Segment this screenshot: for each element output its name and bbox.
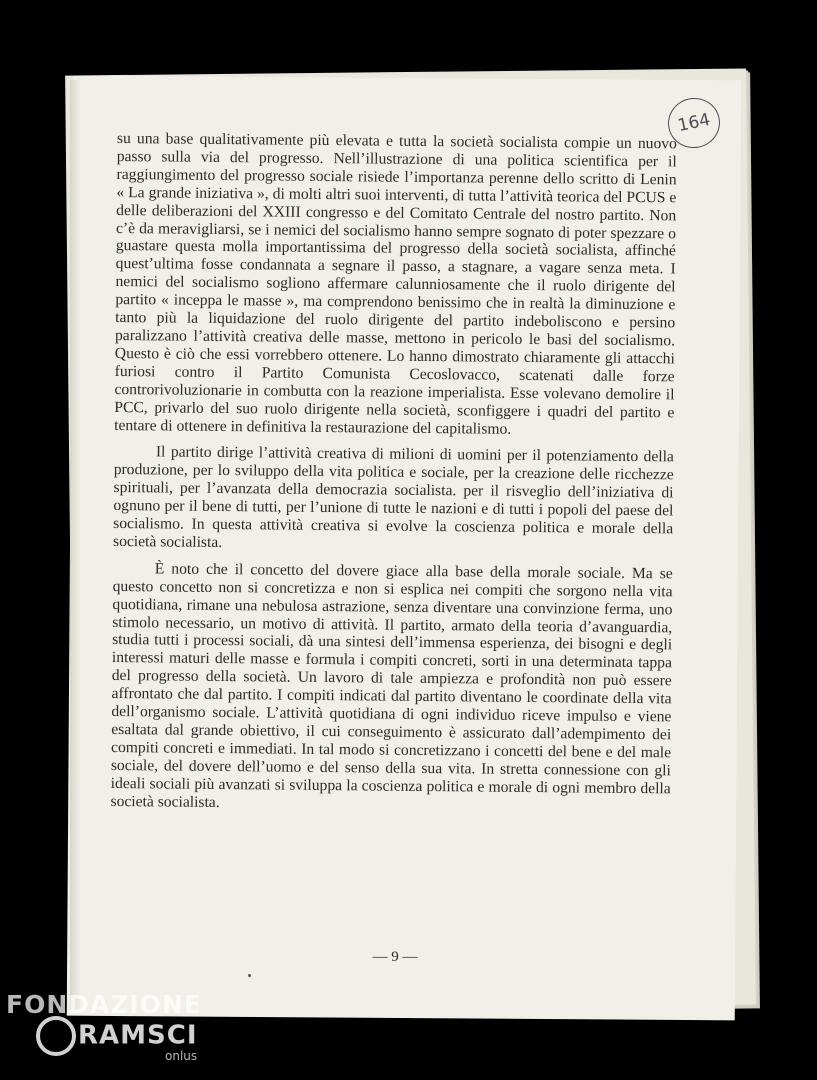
watermark-line-2: RAMSCI: [78, 1020, 198, 1051]
page-binding-edge: [70, 80, 80, 1010]
paragraph-2: Il partito dirige l’attività creativa di milioni di uomini per il potenziamento della produzione, per lo sviluppo della vita politica e sociale, per la creazione delle ricchezze spirituali, per l’avanzata della democrazia socialista. per il risveglio dell’iniziativa di ognuno per il bene di tutti, per l’unione di tutte le nazioni e di tutti i popoli del paese del socialismo. In questa attività creativa si evolve la coscienza politica e morale della società socialista.: [112, 443, 674, 551]
page-number: — 9 —: [372, 949, 418, 965]
paragraph-3: È noto che il concetto del dovere giace alla base della morale sociale. Ma se questo concetto non si concretizza e non si esplica nei compiti che sorgono nella vita quotidiana, rimane una nebulosa astrazione, senza diventare una convinzione ferma, uno stimolo necessario, un motivo di attività. Il partito, armato della teoria d’avanguardia, studia tutti i processi sociali, dà una sintesi dell’immensa esperienza, dei bisogni e degli interessi maturi delle masse e formula i compiti concreti, sorti in una determinata tappa del progresso della società. Un lavoro di tale ampiezza e profondità non può essere affrontato che dal partito. I compiti indicati dal partito diventano le coordinate della vita dell’organismo sociale. L’attività quotidiana di ogni individuo riceve impulso e viene esaltata dal grande obiettivo, il cui conseguimento è assicurato dall’adempimento dei compiti concreti e immediati. In tal modo si concretizzano i concetti del bene e del male sociale, del dovere dell’uomo e del senso della sua vita. In stretta connessione con gli ideali sociali più avanzati si sviluppa la coscienza politica e morale di ogni membro della società socialista.: [110, 560, 673, 811]
ink-speck: [248, 974, 251, 977]
paragraph-1: su una base qualitativamente più elevata e tutta la società socialista compie un nuovo passo sulla via del progresso. Nell’illustrazione di una politica scientifica per il raggiungimento del progresso sociale risiede l’importanza perenne dello scritto di Lenin « La grande iniziativa », di molti altri suoi interventi, di tutta l’attività teorica del PCUS e delle deliberazioni del XXIII congresso e del Comitato Centrale del nostro partito. Non c’è da meravigliarsi, se i nemici del socialismo hanno sempre sognato di poter spezzare o guastare questa molla importantissima del progresso della società socialista, affinché quest’ultima fosse condannata a segnare il passo, a stagnare, a vagare senza meta. I nemici del socialismo sogliono affermare calunniosamente che il ruolo dirigente del partito « inceppa le masse », ma comprendono benissimo che in realtà la diminuzione e tanto più la liquidazione del ruolo dirigente del partito indeboliscono e persino paralizzano l’attività creativa delle masse, mettono in pericolo le basi del socialismo. Questo è ciò che essi vorrebbero ottenere. Lo hanno dimostrato chiaramente gli attacchi furiosi contro il Partito Comunista Cecoslovacco, scatenati dalle forze controrivoluzionarie in combutta con la reazione imperialista. Esse volevano demolire il PCC, privarlo del suo ruolo dirigente nella società, sconfiggere i quadri del partito e tentare di ottenere in definitiva la restaurazione del capitalismo.: [114, 130, 677, 438]
watermark-line-1: FONDAZIONE: [6, 990, 203, 1019]
body-text: [110, 130, 677, 816]
watermark-subtitle: onlus: [165, 1049, 198, 1063]
handwritten-archive-number: 164: [663, 93, 724, 153]
gramsci-g-logo-icon: [36, 1016, 76, 1056]
